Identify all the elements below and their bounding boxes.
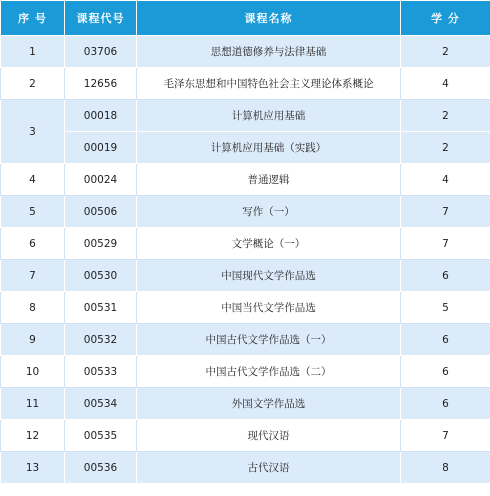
cell-code: 00533 bbox=[65, 356, 137, 388]
cell-index: 5 bbox=[1, 196, 65, 228]
cell-code: 00530 bbox=[65, 260, 137, 292]
cell-index: 7 bbox=[1, 260, 65, 292]
cell-credit: 6 bbox=[401, 388, 490, 420]
cell-index-merged: 3 bbox=[1, 100, 65, 164]
cell-name: 中国现代文学作品选 bbox=[137, 260, 401, 292]
table-row bbox=[1, 420, 490, 452]
table-row bbox=[1, 68, 490, 100]
cell-credit: 4 bbox=[401, 68, 490, 100]
cell-index: 13 bbox=[1, 452, 65, 484]
cell-name: 写作（一） bbox=[137, 196, 401, 228]
cell-code: 03706 bbox=[65, 36, 137, 68]
table-row bbox=[1, 100, 490, 132]
cell-credit: 6 bbox=[401, 324, 490, 356]
cell-name: 计算机应用基础（实践） bbox=[137, 132, 401, 164]
cell-credit: 2 bbox=[401, 100, 490, 132]
cell-name: 普通逻辑 bbox=[137, 164, 401, 196]
cell-name: 中国当代文学作品选 bbox=[137, 292, 401, 324]
cell-code: 00018 bbox=[65, 100, 137, 132]
cell-credit: 5 bbox=[401, 292, 490, 324]
table-header-row bbox=[1, 1, 490, 36]
cell-code: 00535 bbox=[65, 420, 137, 452]
table-row bbox=[1, 452, 490, 484]
cell-name: 现代汉语 bbox=[137, 420, 401, 452]
cell-code: 00532 bbox=[65, 324, 137, 356]
cell-index: 8 bbox=[1, 292, 65, 324]
cell-code: 12656 bbox=[65, 68, 137, 100]
header-index: 序 号 bbox=[1, 1, 65, 36]
cell-name: 古代汉语 bbox=[137, 452, 401, 484]
table-row bbox=[1, 196, 490, 228]
cell-credit: 2 bbox=[401, 132, 490, 164]
cell-code: 00024 bbox=[65, 164, 137, 196]
table-row bbox=[1, 260, 490, 292]
cell-name: 中国古代文学作品选（一） bbox=[137, 324, 401, 356]
cell-credit: 8 bbox=[401, 452, 490, 484]
cell-code: 00531 bbox=[65, 292, 137, 324]
cell-name: 毛泽东思想和中国特色社会主义理论体系概论 bbox=[137, 68, 401, 100]
cell-index: 10 bbox=[1, 356, 65, 388]
cell-name: 思想道德修养与法律基础 bbox=[137, 36, 401, 68]
cell-code: 00534 bbox=[65, 388, 137, 420]
cell-credit: 6 bbox=[401, 260, 490, 292]
cell-credit: 6 bbox=[401, 356, 490, 388]
cell-credit: 7 bbox=[401, 420, 490, 452]
cell-code: 00506 bbox=[65, 196, 137, 228]
cell-name: 中国古代文学作品选（二） bbox=[137, 356, 401, 388]
cell-index: 11 bbox=[1, 388, 65, 420]
table-row bbox=[1, 292, 490, 324]
table-row bbox=[1, 164, 490, 196]
cell-index: 9 bbox=[1, 324, 65, 356]
table-row bbox=[1, 324, 490, 356]
cell-index: 4 bbox=[1, 164, 65, 196]
cell-name: 外国文学作品选 bbox=[137, 388, 401, 420]
cell-credit: 7 bbox=[401, 196, 490, 228]
cell-index: 12 bbox=[1, 420, 65, 452]
cell-code: 00529 bbox=[65, 228, 137, 260]
cell-credit: 7 bbox=[401, 228, 490, 260]
cell-code: 00019 bbox=[65, 132, 137, 164]
header-name: 课程名称 bbox=[137, 1, 401, 36]
header-credit: 学 分 bbox=[401, 1, 490, 36]
table-row bbox=[1, 132, 490, 164]
table-row bbox=[1, 36, 490, 68]
cell-credit: 2 bbox=[401, 36, 490, 68]
cell-name: 文学概论（一） bbox=[137, 228, 401, 260]
table-row bbox=[1, 388, 490, 420]
table-row bbox=[1, 356, 490, 388]
cell-credit: 4 bbox=[401, 164, 490, 196]
cell-name: 计算机应用基础 bbox=[137, 100, 401, 132]
cell-index: 2 bbox=[1, 68, 65, 100]
table-row bbox=[1, 228, 490, 260]
cell-code: 00536 bbox=[65, 452, 137, 484]
cell-index: 6 bbox=[1, 228, 65, 260]
header-code: 课程代号 bbox=[65, 1, 137, 36]
cell-index: 1 bbox=[1, 36, 65, 68]
